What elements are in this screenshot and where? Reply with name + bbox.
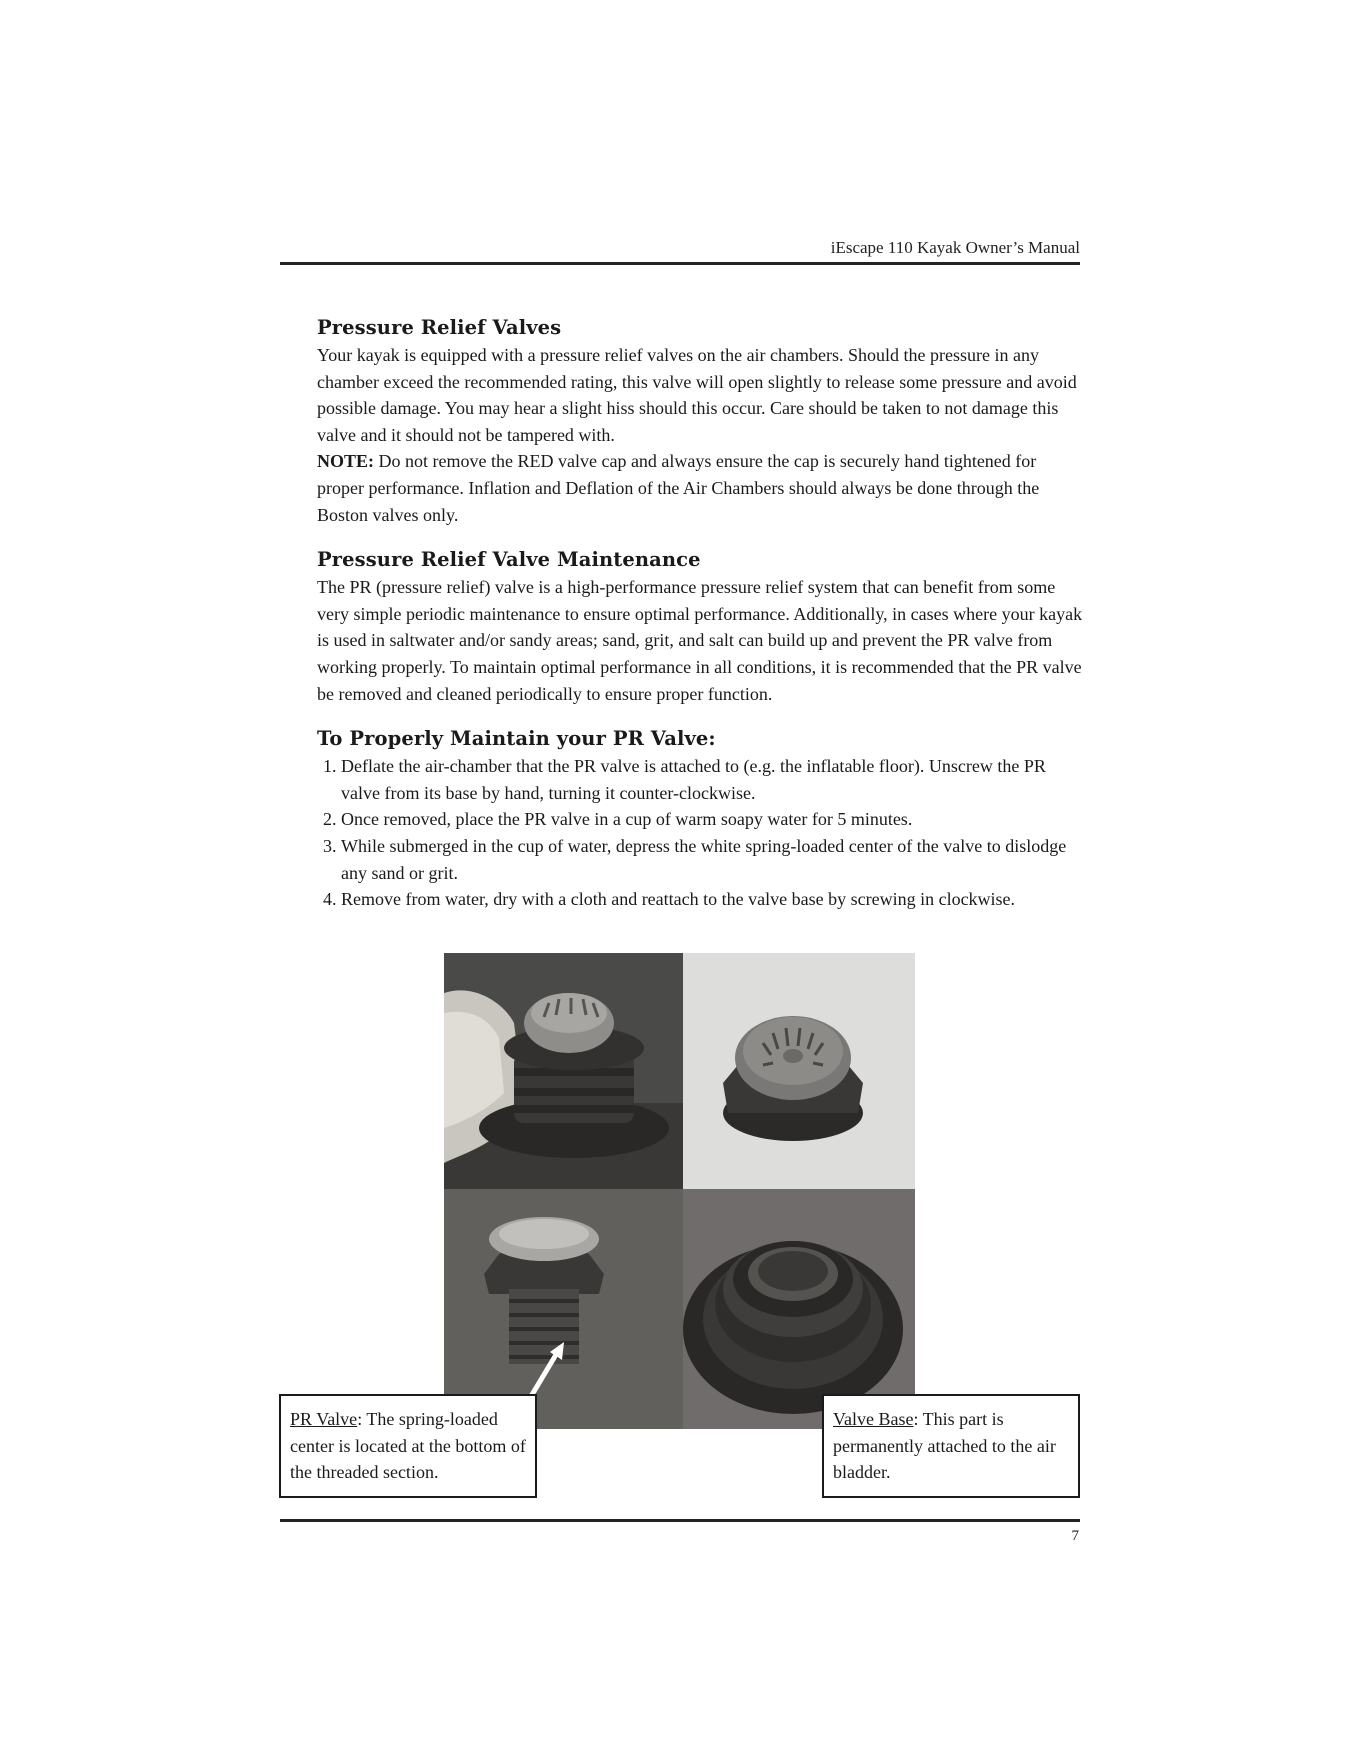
paragraph: The PR (pressure relief) valve is a high-performance pressure relief system that can benefit from some very simple periodic maintenance to ensure optimal performance. Additionally, in cases where your kayak is used in saltwater and/or sandy areas; sand, grit, and salt can build up and prevent the PR valve from working properly. To maintain optimal performance in all conditions, it is recommended that the PR valve be removed and cleaned periodically to ensure proper function. <box>317 577 1083 704</box>
list-item: 4. Remove from water, dry with a cloth and reattach to the valve base by screwing in clockwise. <box>341 886 1083 913</box>
callout-term: Valve Base <box>833 1409 914 1429</box>
photo-valve-base <box>683 1189 915 1429</box>
section-heading: To Properly Maintain your PR Valve: <box>317 727 716 751</box>
callout-term: PR Valve <box>290 1409 358 1429</box>
list-item: 2. Once removed, place the PR valve in a cup of warm soapy water for 5 minutes. <box>341 806 1083 833</box>
section-valve-maintenance <box>317 548 1083 707</box>
page-content <box>317 316 1083 933</box>
callout-pr-valve <box>279 1394 537 1498</box>
valve-photo-collage <box>444 953 915 1429</box>
callout-text: : This part is permanently attached to the air bladder. <box>833 1409 1056 1483</box>
arrow-icon <box>520 1340 570 1400</box>
section-maintain-steps <box>317 727 1083 913</box>
note-text: Do not remove the RED valve cap and always ensure the cap is securely hand tightened for proper performance. Inflation and Deflation of the Air Chambers should always be done through the Boston valves only. <box>317 451 1040 525</box>
photo-valve-in-hand <box>444 953 683 1189</box>
photo-valve-cap <box>683 953 915 1189</box>
callout-valve-base <box>822 1394 1080 1498</box>
callout-text: : The spring-loaded center is located at the bottom of the threaded section. <box>290 1409 526 1483</box>
paragraph: Your kayak is equipped with a pressure relief valves on the air chambers. Should the pressure in any chamber exceed the recommended rating, this valve will open slightly to release some pressure and avoid possible damage. You may hear a slight hiss should this occur. Care should be taken to not damage this valve and it should not be tampered with. <box>317 345 1077 445</box>
note-label: NOTE: <box>317 451 375 472</box>
section-heading: Pressure Relief Valve Maintenance <box>317 548 701 572</box>
list-item: 3. While submerged in the cup of water, depress the white spring-loaded center of the valve to dislodge any sand or grit. <box>341 833 1083 886</box>
note-paragraph <box>317 448 1083 528</box>
section-pressure-relief-valves <box>317 316 1083 528</box>
steps-list <box>317 753 1083 913</box>
list-item: 1. Deflate the air-chamber that the PR valve is attached to (e.g. the inflatable floor). Unscrew the PR valve from its base by hand, turning it counter-clockwise. <box>341 753 1083 806</box>
manual-title: iEscape 110 Kayak Owner’s Manual <box>830 238 1080 257</box>
page-number: 7 <box>1071 1528 1079 1544</box>
section-heading: Pressure Relief Valves <box>317 316 562 339</box>
footer-rule <box>280 1519 1080 1522</box>
header-rule <box>280 262 1080 265</box>
